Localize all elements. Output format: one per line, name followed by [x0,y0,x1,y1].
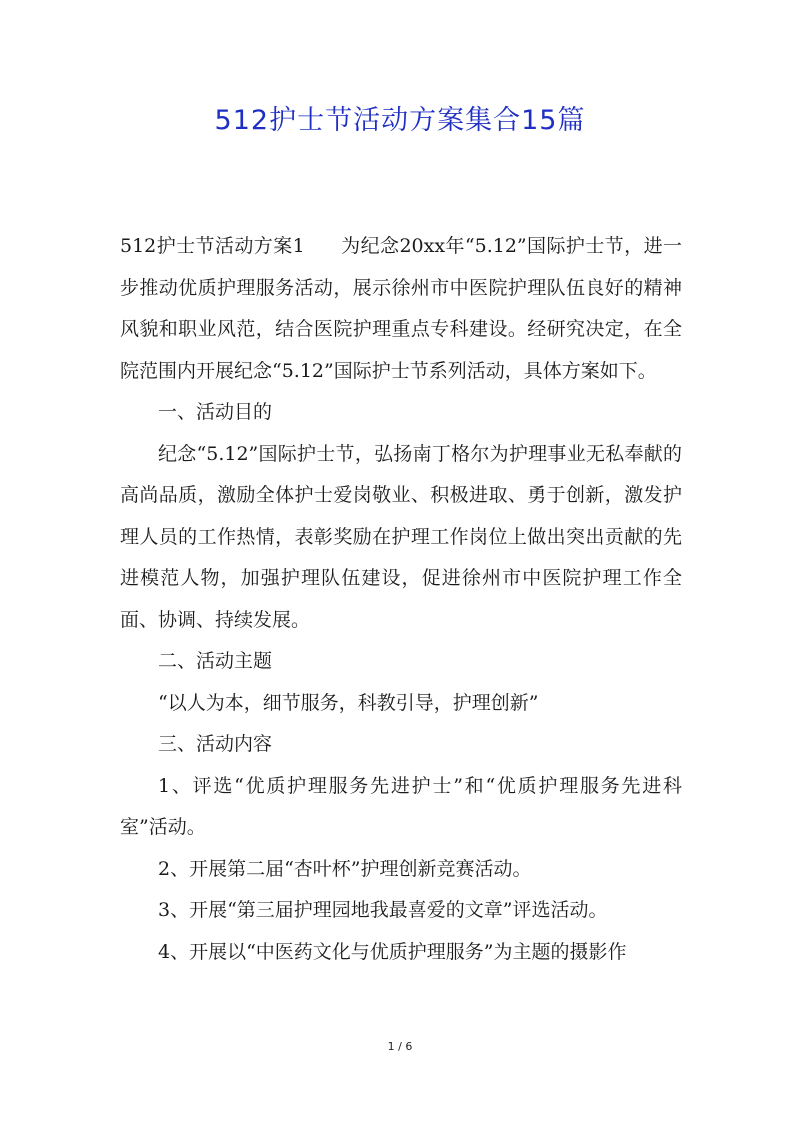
document-body [120,226,682,973]
paragraph-purpose: 纪念“5.12”国际护士节，弘扬南丁格尔为护理事业无私奉献的高尚品质，激励全体护士爱岗敬业、积极进取、勇于创新，激发护理人员的工作热情，表彰奖励在护理工作岗位上做出突出贡献的先进模范人物，加强护理队伍建设，促进徐州市中医院护理工作全面、协调、持续发展。 [120,442,682,631]
paragraph-text: 为纪念20xx年“5.12”国际护士节，进一步推动优质护理服务活动，展示徐州市中医院护理队伍良好的精神风貌和职业风范，结合医院护理重点专科建设。经研究决定，在全院范围内开展纪念“5.12”国际护士节系列活动，具体方案如下。 [120,235,683,382]
list-item: 3、开展“第三届护理园地我最喜爱的文章”评选活动。 [158,899,608,921]
section-heading-theme: 二、活动主题 [158,650,273,672]
page-number: 1 / 6 [387,1040,413,1053]
paragraph-theme: “以人为本，细节服务，科教引导，护理创新” [158,691,539,714]
section-heading-purpose: 一、活动目的 [158,401,273,423]
list-item: 2、开展第二届“杏叶杯”护理创新竞赛活动。 [158,857,532,880]
document-title: 512护士节活动方案集合15篇 [214,105,586,136]
section-heading-content: 三、活动内容 [158,733,273,755]
section-heading-plan-1: 512护士节活动方案1 [120,235,305,257]
list-item: 4、开展以“中医药文化与优质护理服务”为主题的摄影作 [158,940,627,963]
paragraph-intro [120,226,682,392]
list-item: 1、评选“优质护理服务先进护士”和“优质护理服务先进科室”活动。 [120,774,682,838]
